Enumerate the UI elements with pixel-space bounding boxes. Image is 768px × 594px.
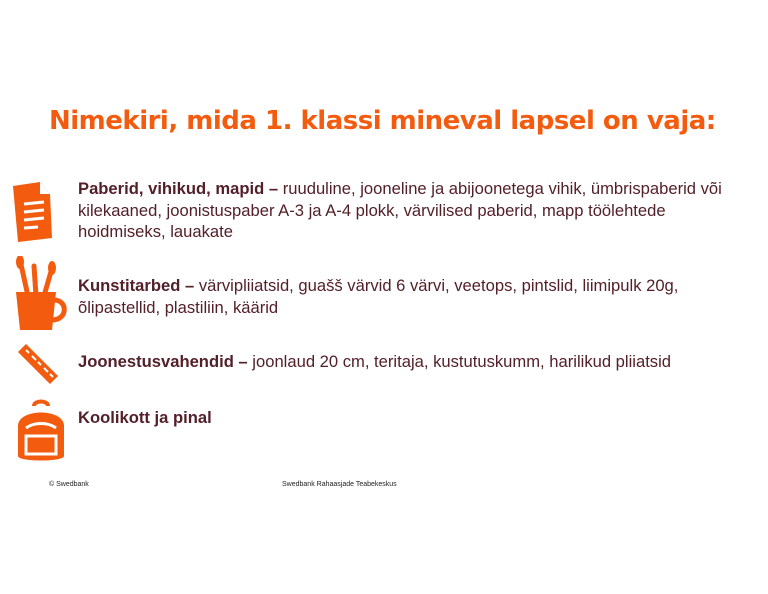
list-item-art-supplies: [78, 275, 748, 318]
page-title: Nimekiri, mida 1. klassi mineval lapsel on vaja:: [49, 106, 716, 136]
item-text: joonlaud 20 cm, teritaja, kustutuskumm, harilikud pliiatsid: [252, 352, 672, 371]
ruler-icon: [12, 340, 62, 390]
item-text: ruuduline, jooneline ja abijoonetega vihik, ümbrispaberid või kilekaaned, joonistuspaber A-3 ja A-4 plokk, värvilised paberid, mapp töölehtede hoidmiseks, lauakate: [78, 179, 722, 241]
item-label: Koolikott ja pinal: [78, 408, 212, 427]
list-item-backpack: [78, 407, 748, 429]
footer-copyright: © Swedbank: [49, 481, 89, 488]
item-label: Paberid, vihikud, mapid –: [78, 179, 279, 198]
item-label: Kunstitarbed –: [78, 276, 195, 295]
list-item-drawing-tools: [78, 351, 748, 373]
brushes-cup-icon: [8, 256, 68, 334]
backpack-icon: [12, 398, 70, 464]
document-icon: [10, 180, 56, 246]
footer-center: Swedbank Rahaasjade Teabekeskus: [282, 481, 397, 488]
list-item-papers: [78, 178, 748, 243]
item-label: Joonestusvahendid –: [78, 352, 248, 371]
item-text: värvipliiatsid, guašš värvid 6 värvi, veetops, pintslid, liimipulk 20g, õlipastellid, plastiliin, käärid: [78, 276, 679, 317]
